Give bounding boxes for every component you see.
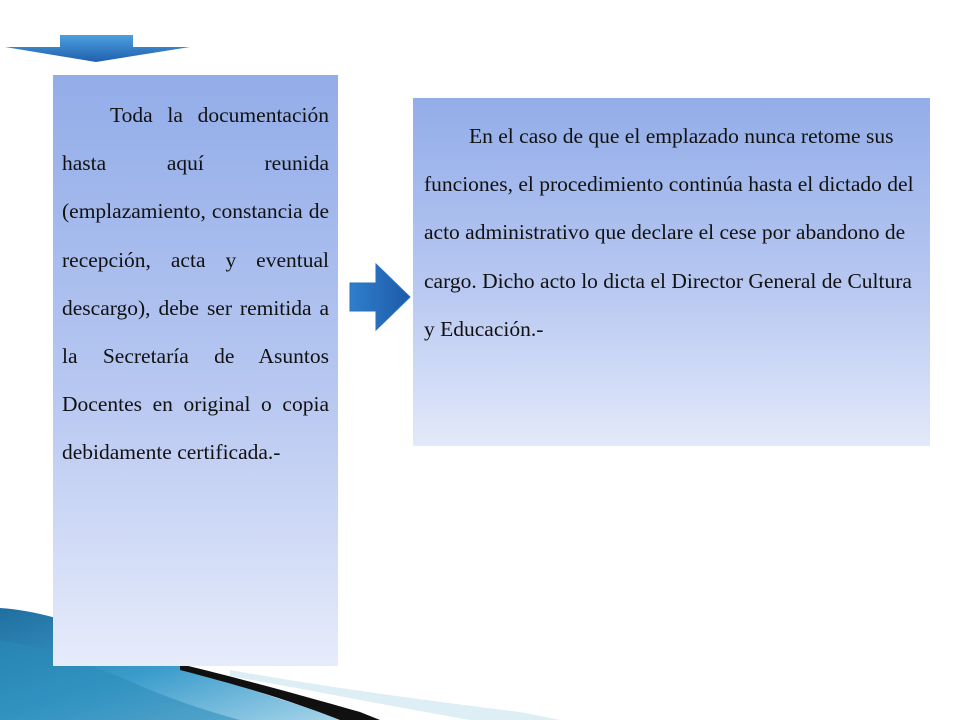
right-text-box <box>413 98 930 446</box>
right-arrow-icon <box>350 264 410 330</box>
right-box-text: En el caso de que el emplazado nunca retome sus funciones, el procedimiento continúa hasta el dictado del acto administrativo que declare el cese por abandono de cargo. Dicho acto lo dicta el Director General de Cultura y Educación.- <box>424 124 914 341</box>
down-arrow-icon <box>5 35 190 62</box>
left-box-text: Toda la documentación hasta aquí reunida (emplazamiento, constancia de recepción, acta y eventual descargo), debe ser remitida a la Secretaría de Asuntos Docentes en original o copia debidamente certificada.- <box>62 103 329 465</box>
left-text-box <box>53 75 338 666</box>
